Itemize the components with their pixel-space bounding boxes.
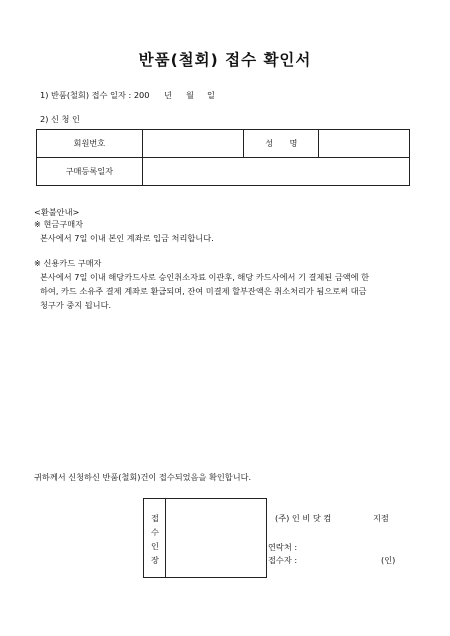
card-buyer-line-1: 본사에서 7일 이내 해당카드사로 승인취소자료 이관후, 해당 카드사에서 기 결제된 금액에 한 [40,272,370,282]
card-buyer-line-2: 하여, 카드 소유주 결제 계좌로 환급되며, 잔여 미결제 할부잔액은 취소처리가 됨으로써 대금 [40,286,367,296]
document-title: 반품(철회) 접수 확인서 [138,51,312,69]
branch-label: 지점 [373,513,389,523]
refund-guide-heading: <환불안내> [34,207,80,217]
receipt-date-label: 1) 반품(철회) 접수 일자 : 200 [40,90,150,100]
member-number-label: 회원번호 [37,130,143,158]
cash-buyer-title: ※ 현금구매자 [34,219,84,229]
contact-label: 연락처 : [268,542,298,552]
receipt-month-label: 월 [186,90,194,100]
stamp-label [144,499,166,577]
applicant-table [36,129,410,186]
purchase-reg-date-field[interactable] [142,158,409,186]
seal-mark: (인) [381,555,396,565]
table-row [37,158,410,186]
name-label: 성 명 [244,130,319,158]
receipt-year-label: 년 [164,90,172,100]
stamp-label-char: 접 [151,513,159,523]
confirmation-text: 귀하께서 신청하신 반품(철회)건이 접수되었음을 확인합니다. [34,472,252,482]
cash-buyer-text: 본사에서 7일 이내 본인 계좌로 입금 처리합니다. [40,233,214,243]
receipt-day-label: 일 [207,90,215,100]
stamp-label-char: 인 [151,541,159,551]
card-buyer-title: ※ 신용카드 구매자 [34,258,102,268]
purchase-reg-date-label: 구매등록일자 [37,158,143,186]
name-field[interactable] [319,130,410,158]
stamp-label-char: 장 [151,555,159,565]
table-row [37,130,410,158]
company-name: (주) 인 비 닷 컴 [275,513,332,523]
stamp-label-char: 수 [151,527,159,537]
receiver-label: 접수자 : [268,555,298,565]
card-buyer-line-3: 청구가 중지 됩니다. [40,300,112,310]
member-number-field[interactable] [142,130,244,158]
receipt-stamp-box [143,498,267,578]
applicant-heading: 2) 신 청 인 [40,114,80,124]
